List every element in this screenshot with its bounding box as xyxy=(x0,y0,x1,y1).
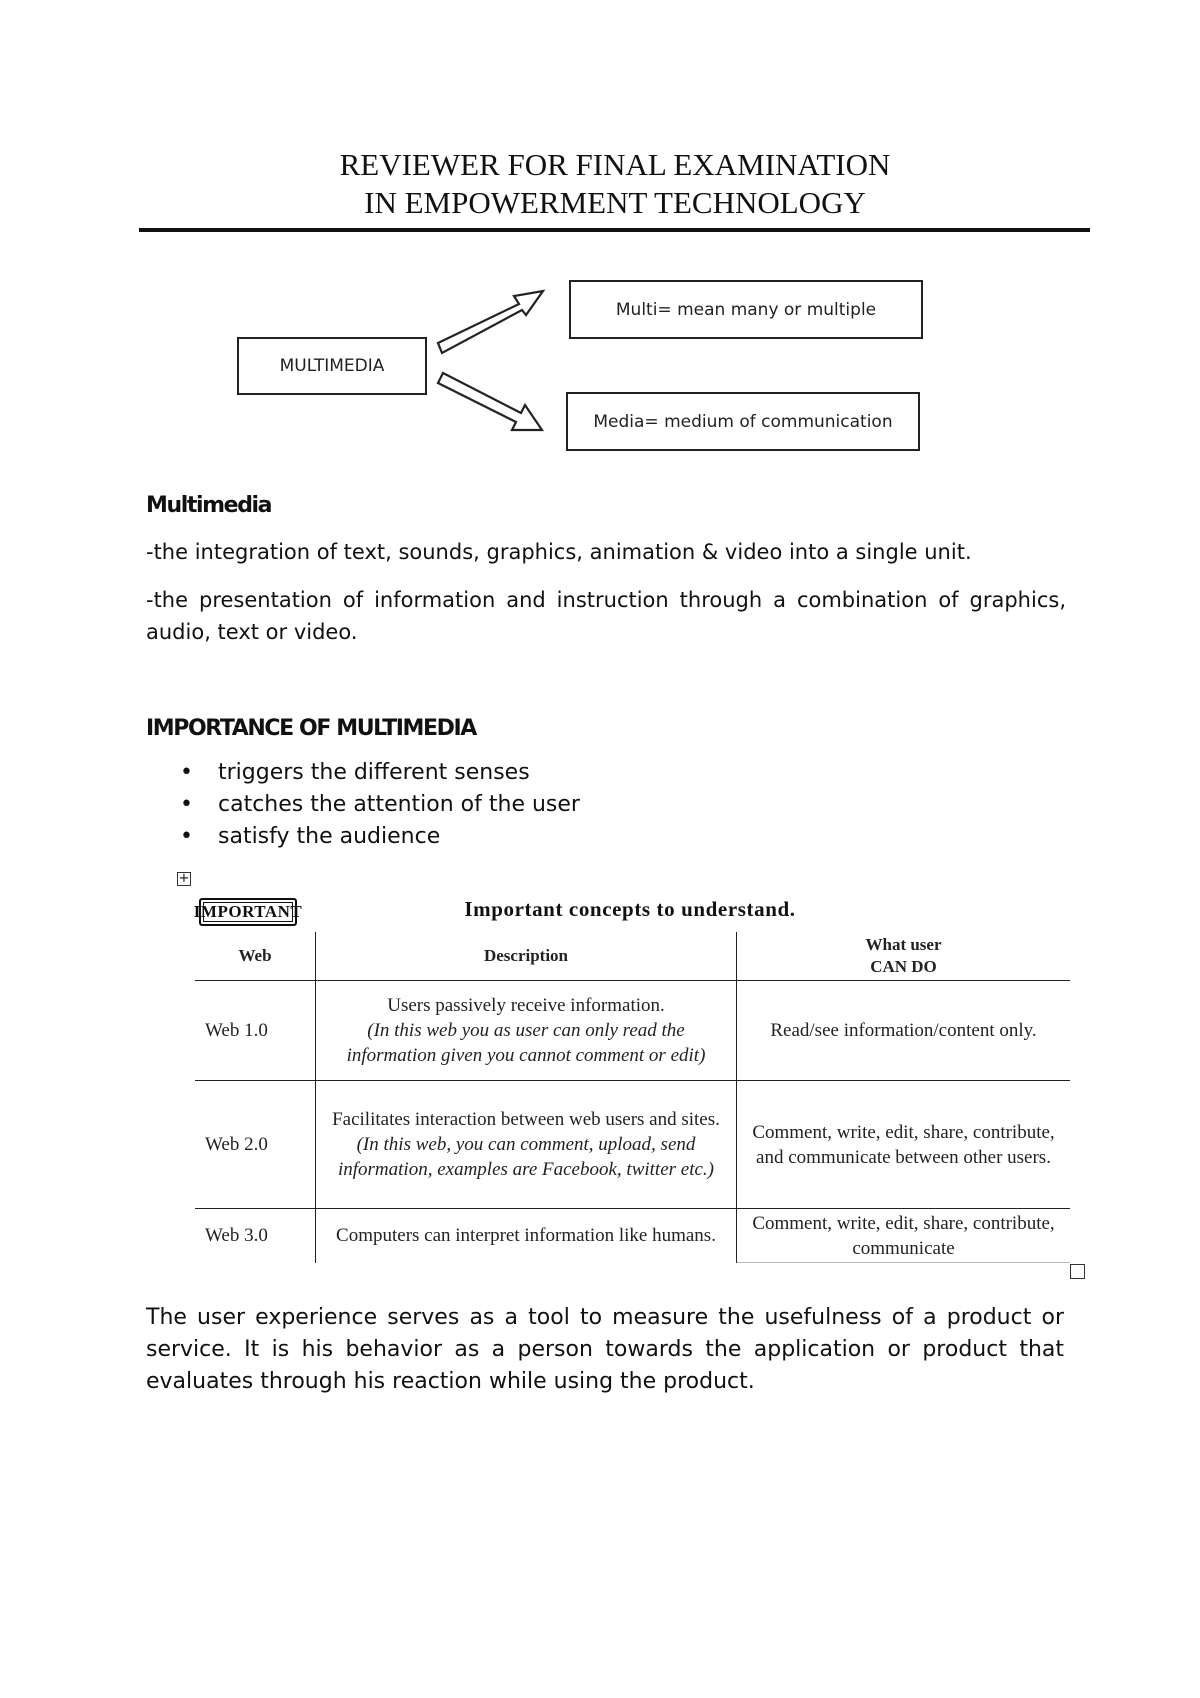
cell-description xyxy=(316,981,737,1081)
cell-web: Web 2.0 xyxy=(195,1081,316,1209)
table-row xyxy=(195,1081,1070,1209)
table-header-row xyxy=(195,932,1070,981)
table-row xyxy=(195,981,1070,1081)
description-text: Users passively receive information. xyxy=(387,995,665,1016)
cell-description xyxy=(316,1081,737,1209)
list-item: • catches the attention of the user xyxy=(146,789,580,821)
multi-definition-box: Multi= mean many or multiple xyxy=(569,280,923,339)
title-line-2: IN EMPOWERMENT TECHNOLOGY xyxy=(364,185,866,220)
header-can-do xyxy=(737,932,1071,981)
description-note: (In this web, you can comment, upload, send information, examples are Facebook, twitter etc.) xyxy=(337,1134,715,1180)
document-title xyxy=(140,146,1090,222)
multimedia-box: MULTIMEDIA xyxy=(237,337,427,395)
cell-description: Computers can interpret information like humans. xyxy=(316,1209,737,1263)
important-badge: IMPORTANT xyxy=(199,898,297,926)
media-definition-box: Media= medium of communication xyxy=(566,392,920,451)
title-line-1: REVIEWER FOR FINAL EXAMINATION xyxy=(339,147,891,182)
importance-list xyxy=(146,757,580,853)
table-resize-handle-icon[interactable] xyxy=(1070,1264,1085,1279)
table-row xyxy=(195,1209,1070,1263)
cell-web: Web 3.0 xyxy=(195,1209,316,1263)
table-move-handle-icon[interactable]: + xyxy=(178,871,190,886)
closing-paragraph: The user experience serves as a tool to measure the usefulness of a product or service. It is his behavior as a person towards the application or product that evaluates through his reaction while using the product. xyxy=(146,1305,1064,1394)
table-caption: Important concepts to understand. xyxy=(464,897,796,921)
multimedia-definition-2: -the presentation of information and instruction through a combination of graphics, audio, text or video. xyxy=(146,588,1066,644)
cell-can-do: Comment, write, edit, share, contribute, and communicate between other users. xyxy=(737,1081,1071,1209)
web-concepts-table xyxy=(195,932,1070,1263)
header-can-do-line-2: CAN DO xyxy=(870,957,937,976)
cell-web: Web 1.0 xyxy=(195,981,316,1081)
cell-can-do: Comment, write, edit, share, contribute, communicate xyxy=(737,1209,1071,1263)
multimedia-heading: Multimedia xyxy=(146,493,272,518)
header-can-do-line-1: What user xyxy=(865,935,942,954)
list-item: • satisfy the audience xyxy=(146,821,580,853)
arrow-up-right-icon xyxy=(430,282,550,362)
description-text: Facilitates interaction between web users and sites. xyxy=(332,1109,720,1130)
header-web: Web xyxy=(195,932,316,981)
header-description: Description xyxy=(316,932,737,981)
multimedia-definition-1: -the integration of text, sounds, graphics, animation & video into a single unit. xyxy=(146,540,972,564)
importance-heading: IMPORTANCE OF MULTIMEDIA xyxy=(146,716,476,741)
cell-can-do: Read/see information/content only. xyxy=(737,981,1071,1081)
list-item: • triggers the different senses xyxy=(146,757,580,789)
title-rule xyxy=(139,228,1090,232)
description-note: (In this web you as user can only read the information given you cannot comment or edit) xyxy=(346,1020,706,1066)
arrow-down-right-icon xyxy=(430,368,550,448)
